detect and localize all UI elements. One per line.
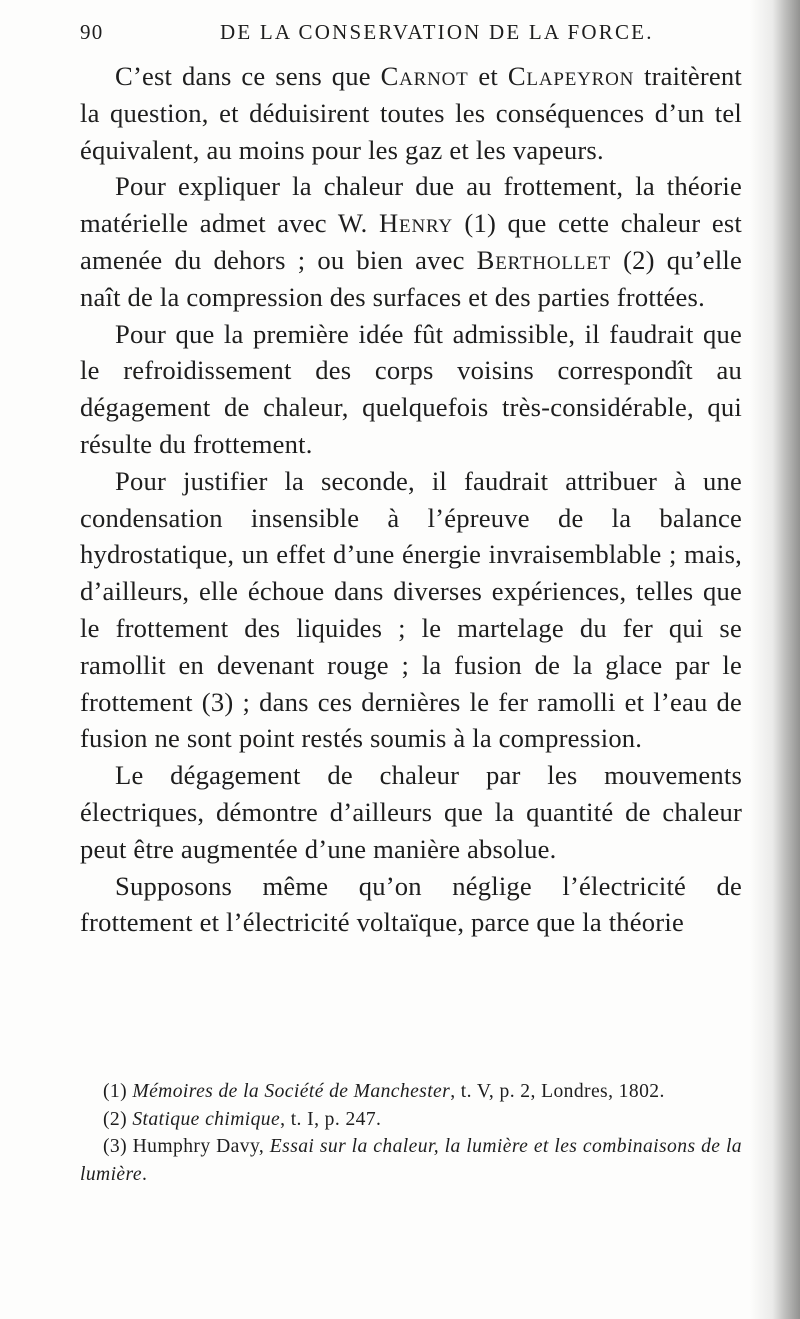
page-number: 90 — [80, 20, 104, 44]
paragraph: Pour que la première idée fût admissible, il faudrait que le refroidissement des corps voisins correspondît au dégagement de chaleur, quelquefois très-considérable, qui résulte du frottement. — [80, 318, 742, 459]
paragraph — [80, 58, 742, 168]
footnote-title: Mémoires de la Société de Manchester — [132, 1081, 451, 1102]
paragraph: Le dégagement de chaleur par les mouvements électriques, démontre d’ailleurs que la quantité de chaleur peut être augmentée d’une manière absolue. — [80, 760, 742, 864]
page-edge-shadow — [750, 0, 800, 1319]
paragraph — [80, 168, 742, 315]
main-text — [80, 58, 742, 941]
footnotes — [80, 1078, 742, 1188]
footnote — [80, 1133, 742, 1188]
footnote — [80, 1106, 742, 1134]
text-run: C’est dans ce sens que — [115, 61, 381, 91]
text-run: traitèrent la question, et déduisirent toutes les conséquences d’un tel équivalent, au moins pour les gaz et les vapeurs. — [80, 61, 742, 165]
author-name-clapeyron: Clapeyron — [507, 61, 635, 91]
text-run: et — [468, 61, 508, 91]
paragraph: Pour justifier la seconde, il faudrait attribuer à une condensation insensible à l’épreuve de la balance hydrostatique, un effet d’une énergie invraisemblable ; mais, d’ailleurs, elle échoue dans diverses expériences, telles que le frottement des liquides ; le martelage du fer qui se ramollit en devenant rouge ; la fusion de la glace par le frottement (3) ; dans ces dernières le fer ramolli et l’eau de fusion ne sont point restés soumis à la compression. — [80, 465, 742, 754]
text-run: (1) que cette chaleur est amenée du dehors ; ou bien avec — [80, 208, 743, 275]
footnote-marker: (1) — [103, 1081, 133, 1102]
text-run: (2) qu’elle naît de la compression des surfaces et des parties frottées. — [80, 244, 742, 312]
author-name-henry: Henry — [379, 208, 453, 239]
paragraph: Supposons même qu’on néglige l’électricité de frottement et l’électricité voltaïque, parce que la théorie — [80, 870, 742, 938]
footnote-marker: (3) Humphry Davy, — [103, 1136, 270, 1158]
footnote-detail: . — [141, 1163, 148, 1185]
footnote-title: Statique chimique — [132, 1108, 281, 1130]
author-name-carnot: Carnot — [380, 61, 469, 91]
text-run: Pour expliquer la chaleur due au frottement, la théorie matérielle admet avec W. — [80, 171, 742, 239]
footnote-detail: , t. V, p. 2, Londres, 1802. — [450, 1081, 665, 1102]
author-name-berthollet: Berthollet — [476, 244, 612, 275]
footnote-title: Essai sur la chaleur, la lumière et les combinaisons de la lumière — [80, 1136, 742, 1185]
running-title: DE LA CONSERVATION DE LA FORCE. — [220, 20, 654, 44]
footnote-marker: (2) — [103, 1108, 133, 1130]
footnote-detail: , t. I, p. 247. — [280, 1108, 382, 1130]
footnote — [80, 1078, 742, 1106]
running-header — [80, 20, 760, 50]
